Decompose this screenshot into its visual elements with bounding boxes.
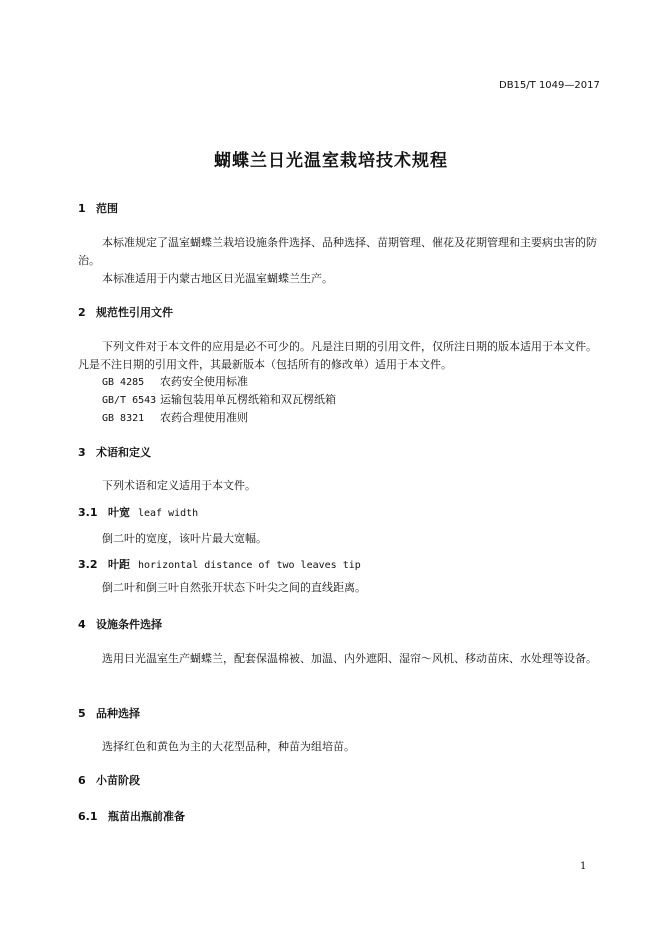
- term-definition: 倒二叶的宽度，该叶片最大宽幅。: [102, 532, 267, 545]
- section-title: 设施条件选择: [96, 618, 162, 631]
- paragraph: 选择红色和黄色为主的大花型品种，种苗为组培苗。: [102, 740, 355, 753]
- paragraph: 下列术语和定义适用于本文件。: [102, 479, 256, 492]
- section-number: 1: [78, 202, 86, 215]
- reference-code: GB 4285: [102, 377, 145, 388]
- paragraph: 下列文件对于本文件的应用是必不可少的。凡是注日期的引用文件，仅所注日期的版本适用于本文件。凡是不注日期的引用文件，其最新版本（包括所有的修改单）适用于本文件。: [78, 340, 597, 371]
- section-number: 3: [78, 446, 86, 459]
- reference-name: 农药安全使用标准: [160, 375, 248, 388]
- standard-code: DB15/T 1049—2017: [499, 80, 600, 91]
- reference-item: [102, 409, 248, 428]
- paragraph: 选用日光温室生产蝴蝶兰，配套保温棉被、加温、内外遮阳、湿帘～风机、移动苗床、水处理等设备。: [102, 652, 597, 665]
- term-title: 叶距: [108, 558, 130, 571]
- reference-name: 农药合理使用准则: [160, 411, 248, 424]
- section-title: 规范性引用文件: [96, 306, 173, 319]
- section-title: 范围: [96, 202, 118, 215]
- term-english: leaf width: [138, 508, 199, 519]
- paragraph: 本标准适用于内蒙古地区日光温室蝴蝶兰生产。: [102, 272, 333, 285]
- reference-code: GB/T 6543: [102, 395, 157, 406]
- section-title: 术语和定义: [96, 446, 151, 459]
- subsection-6-1-heading: [78, 808, 185, 824]
- page-number: 1: [580, 861, 587, 872]
- term-english: horizontal distance of two leaves tip: [138, 560, 361, 571]
- subsection-number: 6.1: [78, 810, 98, 823]
- section-6-heading: [78, 772, 140, 788]
- section-2-heading: [78, 304, 173, 320]
- section-number: 2: [78, 306, 86, 319]
- section-4-heading: [78, 616, 162, 632]
- paragraph: 本标准规定了温室蝴蝶兰栽培设施条件选择、品种选择、苗期管理、催花及花期管理和主要病虫害的防治。: [78, 236, 597, 267]
- document-title: 蝴蝶兰日光温室栽培技术规程: [214, 151, 448, 171]
- section-5-heading: [78, 705, 140, 721]
- subsection-title: 瓶苗出瓶前准备: [108, 810, 185, 823]
- section-number: 4: [78, 618, 86, 631]
- term-3-2-heading: [78, 556, 361, 572]
- term-number: 3.2: [78, 558, 98, 571]
- section-title: 小苗阶段: [96, 774, 140, 787]
- reference-item: [102, 373, 248, 392]
- term-definition: 倒二叶和倒三叶自然张开状态下叶尖之间的直线距离。: [102, 581, 366, 594]
- section-title: 品种选择: [96, 707, 140, 720]
- term-number: 3.1: [78, 506, 98, 519]
- section-number: 6: [78, 774, 86, 787]
- term-title: 叶宽: [108, 506, 130, 519]
- term-3-1-heading: [78, 504, 198, 520]
- section-3-heading: [78, 444, 151, 460]
- section-1-heading: [78, 200, 118, 216]
- section-number: 5: [78, 707, 86, 720]
- reference-item: [102, 391, 336, 410]
- reference-name: 运输包装用单瓦楞纸箱和双瓦楞纸箱: [160, 393, 336, 406]
- reference-code: GB 8321: [102, 413, 145, 424]
